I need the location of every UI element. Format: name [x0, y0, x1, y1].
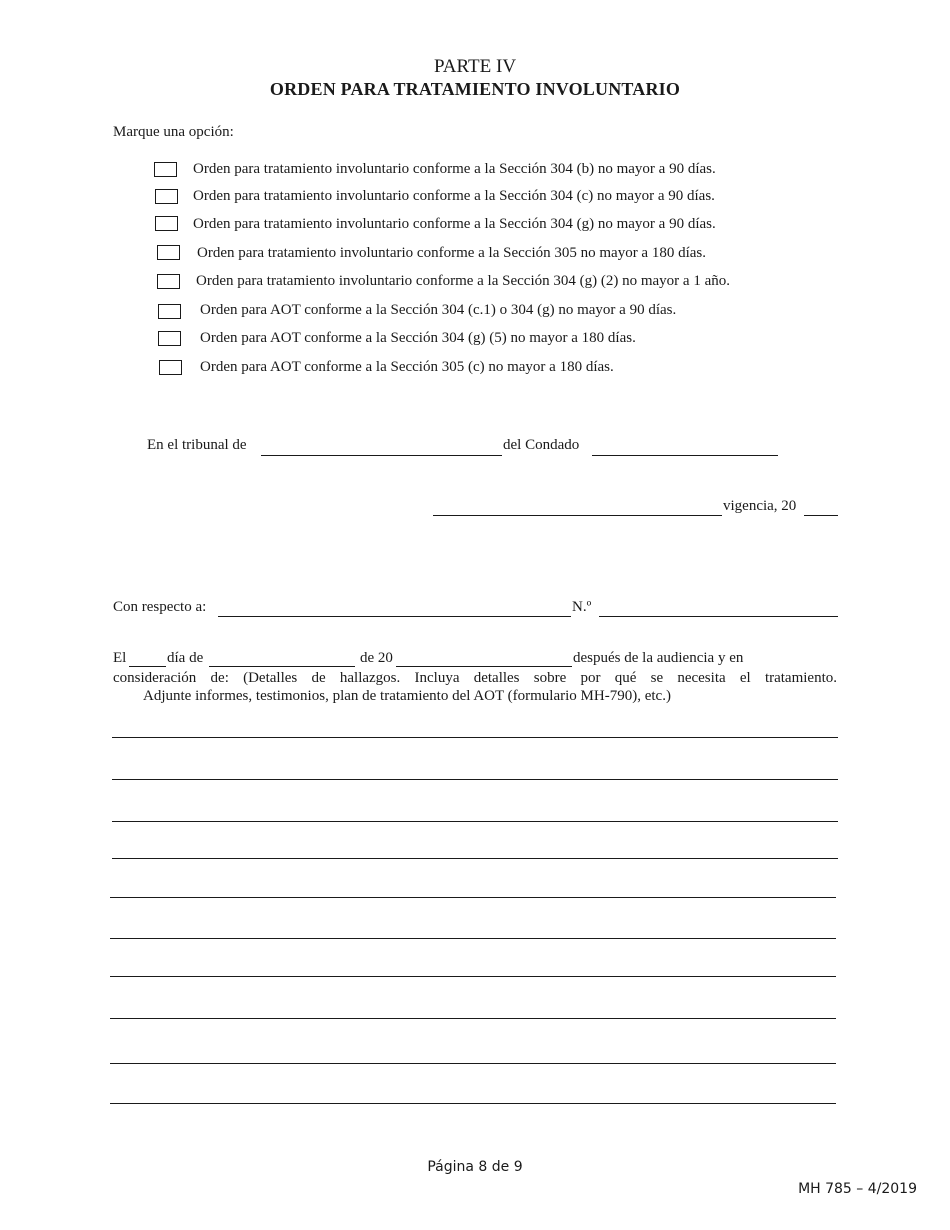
option-label-8: Orden para AOT conforme a la Sección 305 (c) no mayor a 180 días.	[200, 359, 614, 375]
details-line	[110, 1063, 836, 1064]
details-line	[110, 897, 836, 898]
option-checkbox-6[interactable]	[158, 304, 181, 319]
option-checkbox-5[interactable]	[157, 274, 180, 289]
court-name-field[interactable]	[261, 455, 502, 456]
option-label-5: Orden para tratamiento involuntario conforme a la Sección 304 (g) (2) no mayor a 1 año.	[196, 273, 730, 289]
details-line	[110, 976, 836, 977]
details-line	[112, 737, 838, 738]
findings-de-20: de 20	[360, 650, 393, 666]
term-label: vigencia, 20	[723, 498, 797, 514]
findings-el: El	[113, 650, 127, 666]
details-line	[112, 858, 838, 859]
form-number: MH 785 – 4/2019	[798, 1181, 917, 1197]
option-label-3: Orden para tratamiento involuntario conforme a la Sección 304 (g) no mayor a 90 días.	[193, 216, 716, 232]
option-checkbox-4[interactable]	[157, 245, 180, 260]
findings-after: después de la audiencia y en	[573, 650, 744, 666]
number-field[interactable]	[599, 616, 838, 617]
option-label-2: Orden para tratamiento involuntario conforme a la Sección 304 (c) no mayor a 90 días.	[193, 188, 715, 204]
county-label: del Condado	[503, 437, 580, 453]
term-field[interactable]	[433, 515, 722, 516]
term-year-field[interactable]	[804, 515, 838, 516]
details-line	[112, 821, 838, 822]
option-label-6: Orden para AOT conforme a la Sección 304 (c.1) o 304 (g) no mayor a 90 días.	[200, 302, 677, 318]
court-label: En el tribunal de	[147, 437, 247, 453]
year-field[interactable]	[396, 666, 572, 667]
county-name-field[interactable]	[592, 455, 778, 456]
respect-label: Con respecto a:	[113, 599, 207, 615]
details-line	[110, 938, 836, 939]
findings-line-3: Adjunte informes, testimonios, plan de tratamiento del AOT (formulario MH-790), etc.)	[143, 688, 671, 704]
option-label-4: Orden para tratamiento involuntario conforme a la Sección 305 no mayor a 180 días.	[197, 245, 707, 261]
number-label: N.º	[572, 599, 592, 615]
details-line	[110, 1018, 836, 1019]
respect-name-field[interactable]	[218, 616, 571, 617]
option-checkbox-2[interactable]	[155, 189, 178, 204]
page-title: ORDEN PARA TRATAMIENTO INVOLUNTARIO	[269, 79, 681, 99]
instructions-text: Marque una opción:	[113, 124, 234, 140]
option-label-7: Orden para AOT conforme a la Sección 304 (g) (5) no mayor a 180 días.	[200, 330, 636, 346]
day-field[interactable]	[129, 666, 166, 667]
findings-line-2: consideración de: (Detalles de hallazgos. Incluya detalles sobre por qué se necesita el tratamiento.	[113, 670, 837, 686]
details-line	[110, 1103, 836, 1104]
page-number: Página 8 de 9	[427, 1159, 523, 1175]
findings-dia-de: día de	[167, 650, 204, 666]
option-label-1: Orden para tratamiento involuntario conforme a la Sección 304 (b) no mayor a 90 días.	[193, 161, 716, 177]
month-field[interactable]	[209, 666, 355, 667]
option-checkbox-3[interactable]	[155, 216, 178, 231]
option-checkbox-8[interactable]	[159, 360, 182, 375]
option-checkbox-7[interactable]	[158, 331, 181, 346]
details-line	[112, 779, 838, 780]
part-label: PARTE IV	[433, 56, 517, 77]
option-checkbox-1[interactable]	[154, 162, 177, 177]
